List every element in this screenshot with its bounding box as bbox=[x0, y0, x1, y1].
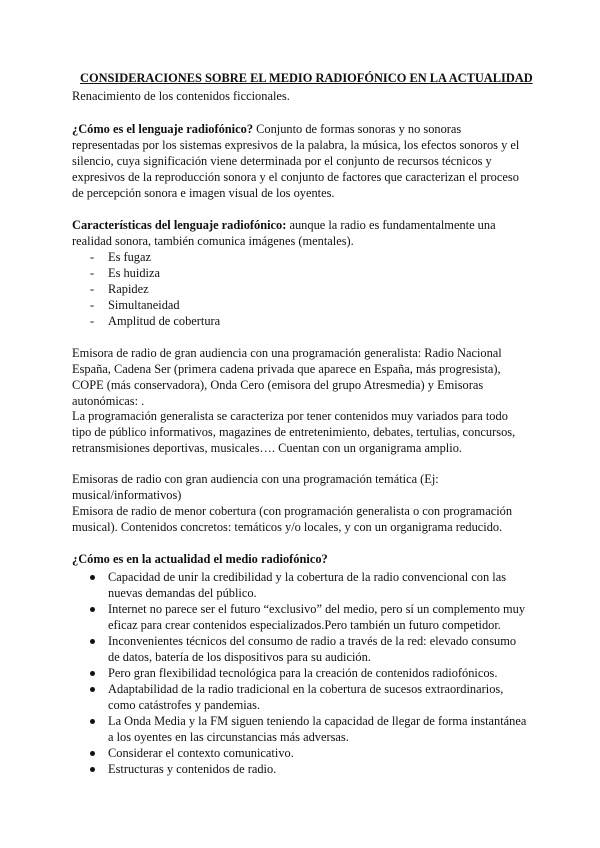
list-item: Adaptabilidad de la radio tradicional en la cobertura de sucesos extraordinarios, como catástrofes y pandemias. bbox=[72, 681, 530, 713]
heading-lenguaje: ¿Cómo es el lenguaje radiofónico? bbox=[72, 122, 254, 136]
section-actualidad bbox=[72, 551, 530, 777]
list-item: Inconvenientes técnicos del consumo de radio a través de la red: elevado consumo de datos, batería de los dispositivos para su audición. bbox=[72, 633, 530, 665]
text-caracteristicas: aunque la radio es fundamentalmente una realidad sonora, también comunica imágenes (mentales). bbox=[72, 218, 496, 248]
actualidad-list bbox=[72, 569, 530, 777]
list-item: - Simultaneidad bbox=[72, 297, 530, 313]
heading-caracteristicas-text: Características del lenguaje radiofónico: bbox=[72, 218, 287, 232]
list-item: - Rapidez bbox=[72, 281, 530, 297]
list-item: - Es huidiza bbox=[72, 265, 530, 281]
list-item: Considerar el contexto comunicativo. bbox=[72, 745, 530, 761]
list-item: - Es fugaz bbox=[72, 249, 530, 265]
document-title: CONSIDERACIONES SOBRE EL MEDIO RADIOFÓNICO EN LA ACTUALIDAD bbox=[80, 71, 533, 85]
subtitle: Renacimiento de los contenidos ficcionales. bbox=[72, 89, 290, 103]
paragraph-emisoras-tematicas: Emisoras de radio con gran audiencia con una programación temática (Ej: musical/informativos) bbox=[72, 472, 439, 502]
paragraph-lenguaje bbox=[72, 121, 530, 201]
heading-actualidad: ¿Cómo es en la actualidad el medio radiofónico? bbox=[72, 552, 328, 566]
list-item: Pero gran flexibilidad tecnológica para la creación de contenidos radiofónicos. bbox=[72, 665, 530, 681]
paragraph-emisora-menor-cobertura: Emisora de radio de menor cobertura (con programación generalista o con programación musical). Contenidos concretos: temáticos y/o locales, y con un organigrama reducido. bbox=[72, 504, 513, 534]
list-item: - Amplitud de cobertura bbox=[72, 313, 530, 329]
list-item: Estructuras y contenidos de radio. bbox=[72, 761, 530, 777]
list-item: Internet no parece ser el futuro “exclusivo” del medio, pero sí un complemento muy eficaz para crear contenidos especializados.Pero también un futuro competidor. bbox=[72, 601, 530, 633]
paragraph-caracteristicas bbox=[72, 217, 530, 329]
paragraph-emisora-generalista: Emisora de radio de gran audiencia con una programación generalista: Radio Nacional España, Cadena Ser (primera cadena privada que aparece en España, más progresista), COPE (más conservadora), Onda Cero (emisora del grupo Atresmedia) y Emisoras autonómicas: . bbox=[72, 346, 502, 408]
characteristics-list bbox=[72, 249, 530, 329]
list-item: Capacidad de unir la credibilidad y la cobertura de la radio convencional con las nuevas demandas del público. bbox=[72, 569, 530, 601]
list-item: La Onda Media y la FM siguen teniendo la capacidad de llegar de forma instantánea a los oyentes en las circunstancias más adversas. bbox=[72, 713, 530, 745]
text-lenguaje: Conjunto de formas sonoras y no sonoras representadas por los sistemas expresivos de la palabra, la música, los efectos sonoros y el silencio, cuya significación viene determinada por el conjunto de recursos técnicos y expresivos de la reproducción sonora y el conjunto de factores que caracterizan el proceso de percepción sonora e imagen visual de los oyentes. bbox=[72, 122, 520, 200]
paragraph-programacion-generalista: La programación generalista se caracteriza por tener contenidos muy variados para todo tipo de público informativos, magazines de entretenimiento, debates, tertulias, concursos, retransmisiones deportivas, musicales…. Cuentan con un organigrama amplio. bbox=[72, 409, 516, 455]
